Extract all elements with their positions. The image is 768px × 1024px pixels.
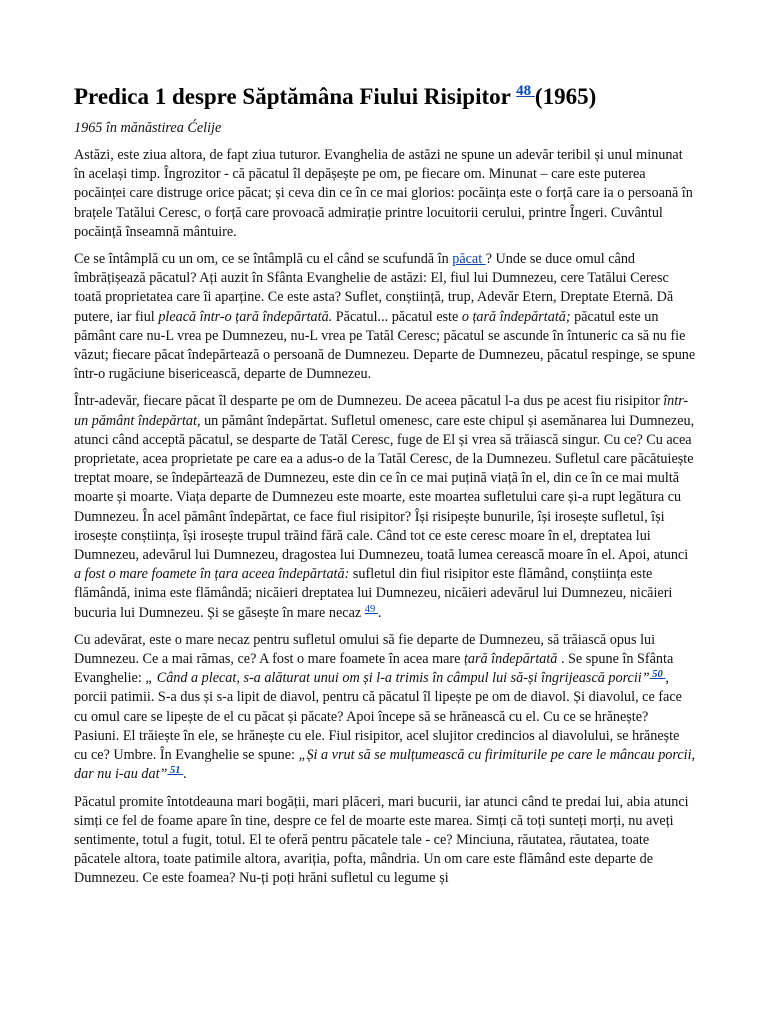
italic-quote: țară îndepărtată (463, 651, 558, 668)
italic-quote: pleacă într-o țară îndepărtată. (158, 308, 333, 325)
paragraph-3 (74, 392, 696, 622)
footnote-link-50[interactable]: 50 (649, 669, 666, 681)
title-year: (1965) (534, 84, 597, 109)
paragraph-text: Păcatul... păcatul este (332, 308, 462, 325)
subtitle: 1965 în mănăstirea Ćelije (74, 120, 222, 136)
footnote-link-48[interactable]: 48 (516, 83, 535, 99)
document-page (74, 82, 696, 889)
paragraph-5 (74, 793, 696, 889)
footnote-link-49[interactable]: 49 (364, 603, 378, 615)
paragraph-text: Ce se întâmplă cu un om, ce se întâmplă cu el când se scufundă în (74, 251, 453, 268)
italic-quote: într-un pământ îndepărtat, (74, 393, 689, 429)
pacat-link[interactable]: păcat (452, 251, 486, 268)
italic-quote: a fost o mare foamete în țara aceea îndepărtată: (74, 566, 350, 583)
paragraph-text: Într-adevăr, fiecare păcat îl desparte pe om de Dumnezeu. De aceea păcatul l-a dus pe acest fiu risipitor (74, 393, 664, 410)
italic-quote: „Și a vrut să se mulțumească cu firimiturile pe care le mâncau porcii, dar nu i-au dat” (74, 747, 696, 783)
paragraph-text: păcatul este un pământ care nu-L vrea pe Dumnezeu, nu-L vrea pe Tatăl Ceresc; păcatul se ascunde în întuneric ca să nu fie văzut; fiecare păcat îndepărtează o persoană de Dumnezeu. Departe de Dumnezeu, păcatul respinge, se spune într-o rugăciune bisericească, departe de Dumnezeu. (74, 308, 696, 383)
paragraph-2 (74, 250, 696, 384)
paragraph-text: , porcii patimii. S-a dus și s-a lipit de diavol, pentru că păcatul îl lipește pe om de diavol. Și diavolul, ce face cu omul care se lipește de el cu păcat și păcate? Apoi începe să se hrănească cu el. Cu ce se hrănește? Pasiuni. El trăiește în ele, se hrănește cu ele. Fiul risipitor, acel slujitor credincios al diavolului, se hrănește cu ce? Umbre. În Evanghelie se spune: (74, 670, 682, 764)
paragraph-text: Păcatul promite întotdeauna mari bogății, mari plăceri, mari bucurii, iar atunci când te predai lui, abia atunci simți ce fel de foame apare în tine, despre ce fel de moarte este marea. Simți că toți sunteți morți, nu aveți sentimente, totul a fugit, totul. El te oferă pentru păcatele tale - ce? Minciuna, răutatea, răutatea, toate păcatele altora, toate patimile altora, avariția, pofta, mândria. Un om care este flămând este departe de Dumnezeu. Ce este foamea? Nu-ți poți hrăni sufletul cu legume și (74, 793, 689, 887)
paragraph-text: sufletul din fiul risipitor este flămând, conștiința este flămândă, inima este flămândă; nicăieri dreptatea lui Dumnezeu, nicăieri adevărul lui Dumnezeu, nicăieri bucuria lui Dumnezeu. Și se găsește în mare necaz (74, 566, 673, 621)
paragraph-text: . Se spune în Sfânta Evanghelie: (74, 651, 674, 687)
paragraph-text: . (183, 766, 187, 783)
paragraph-text: Astăzi, este ziua altora, de fapt ziua tuturor. Evanghelia de astăzi ne spune un adevăr teribil și unul minunat în același timp. Îngrozitor - că păcatul îl depășește pe om, pe fiecare om. Minunat – care este puterea pocăinței care distruge orice păcat; și ceva din ce în ce mai glorios: pocăința este o forță care ia o persoană în brațele Tatălui Ceresc, o forță care provoacă admirație printre locuitorii cerului, printre Îngeri. Cuvântul pocăință înseamnă mântuire. (74, 147, 693, 240)
paragraph-text: un pământ îndepărtat. Sufletul omenesc, care este chipul și asemănarea lui Dumnezeu, atunci când acceptă păcatul, se desparte de Tatăl Ceresc, fuge de El și vrea să trăiască singur. Cu ce? Cu acea proprietate, acea proprietate pe care ea a adus-o de la Tatăl Ceresc, de la Dumnezeu. Sufletul care păcătuiește treptat moare, se îndepărtează de Dumnezeu, este din ce în ce mai puțină viață în el, din ce în ce mai multă moarte și moarte. Viața departe de Dumnezeu este moarte, este moartea sufletului care și-a rupt legătura cu Dumnezeu. În acel pământ îndepărtat, ce face fiul risipitor? Își risipește bunurile, își irosește sufletul, își irosește conștiința, își irosește trupul trăind fără cale. Când tot ce este ceresc moare în el, dreptatea lui Dumnezeu, adevărul lui Dumnezeu, dragostea lui Dumnezeu, toată lumea cerească moare în el. Apoi, atunci (74, 412, 695, 564)
paragraph-text: . (377, 604, 382, 621)
paragraph-4 (74, 631, 696, 785)
page-title (74, 82, 696, 112)
paragraph-text: ? Unde se duce omul când îmbrățișează păcatul? Ați auzit în Sfânta Evanghelie de astăzi: El, fiul lui Dumnezeu, cere Tatălui Ceresc toată proprietatea care îi aparține. Ce este asta? Suflet, conștiință, trup, Adevăr Etern, Dreptate Eternă. Dă putere, iar fiul (74, 251, 674, 325)
title-text: Predica 1 despre Săptămâna Fiului Risipitor (74, 84, 517, 109)
paragraph-1 (74, 146, 696, 242)
italic-quote: „ Când a plecat, s-a alăturat unui om și l-a trimis în câmpul lui să-și îngrijească porcii” (145, 670, 650, 687)
footnote-link-51[interactable]: 51 (167, 765, 184, 777)
paragraph-text: Cu adevărat, este o mare necaz pentru sufletul omului să fie departe de Dumnezeu, să trăiască opus lui Dumnezeu. Ce a mai rămas, ce? A fost o mare foamete în acea mare (74, 631, 656, 668)
italic-quote: o țară îndepărtată; (461, 308, 571, 325)
